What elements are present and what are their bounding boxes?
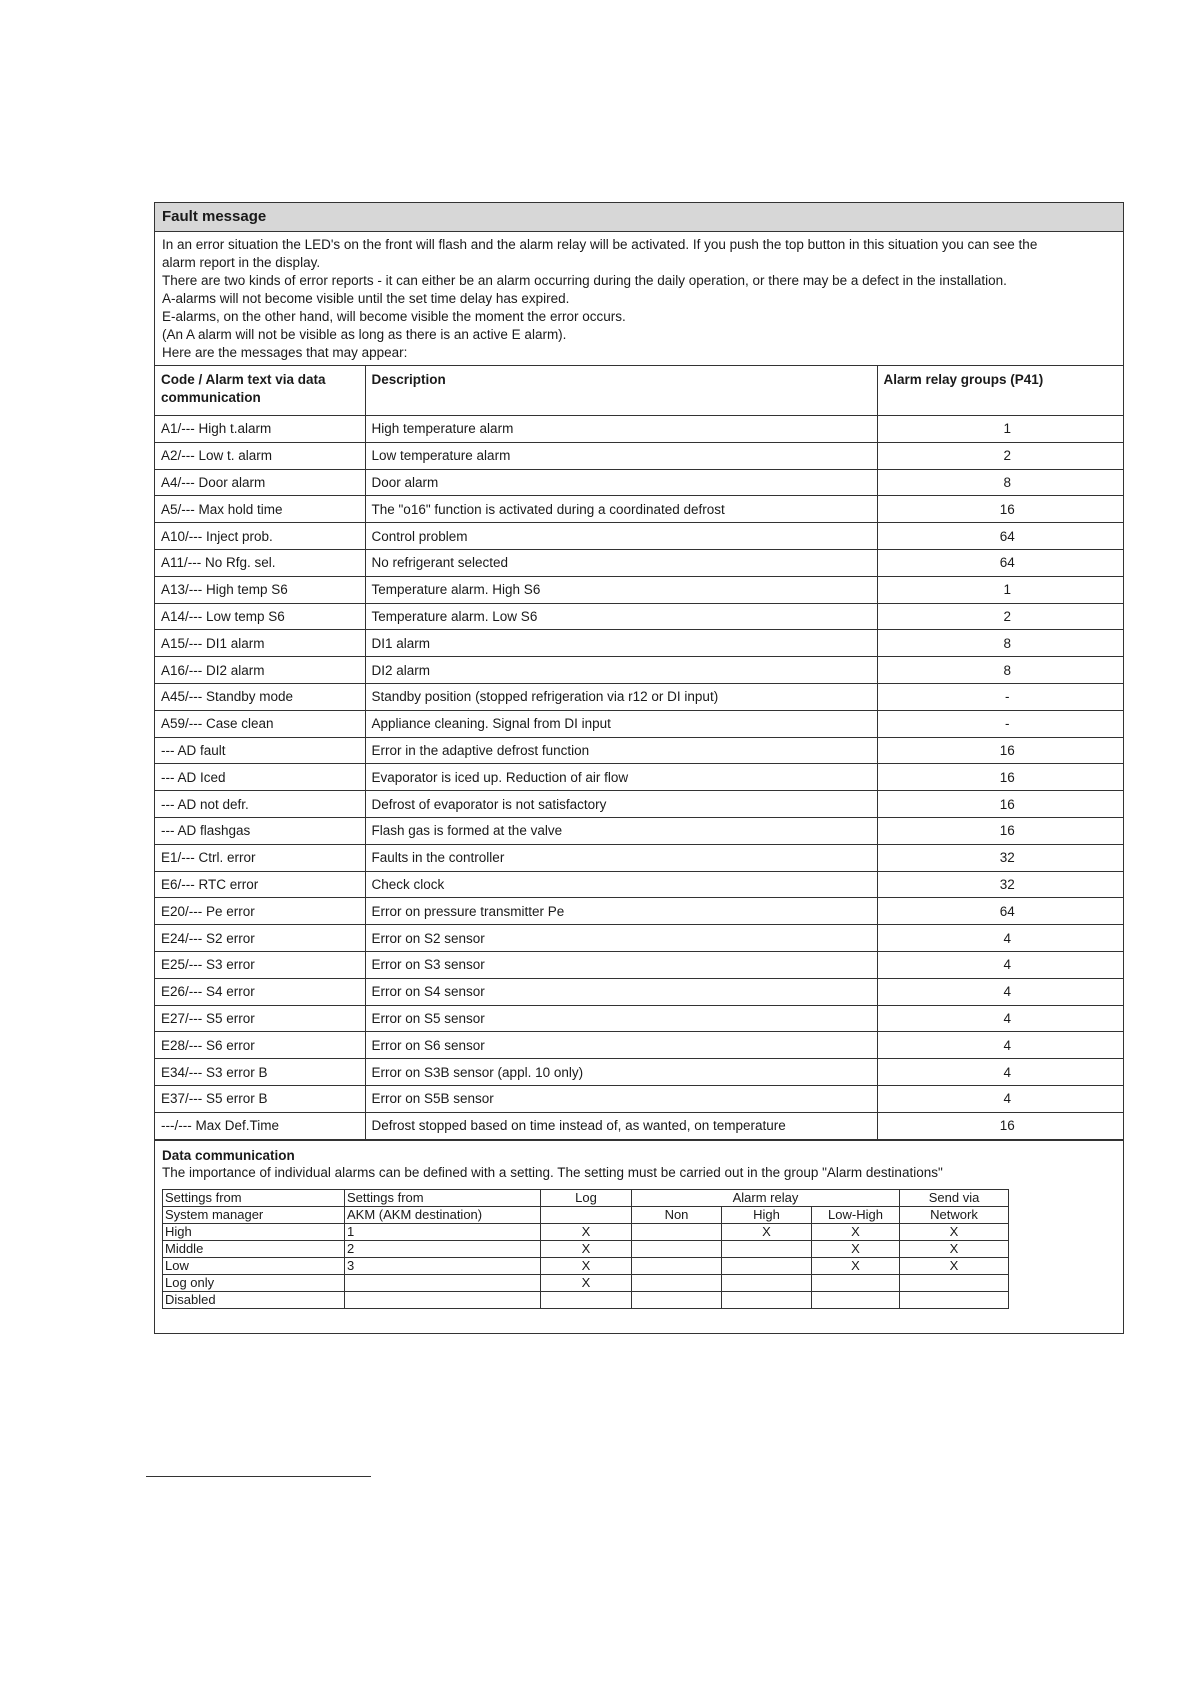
table-row: [155, 576, 1123, 603]
table-row: [155, 978, 1123, 1005]
table-row: [155, 1112, 1123, 1139]
dest-akm-setting: 3: [345, 1257, 541, 1274]
alarm-group: 16: [877, 1112, 1123, 1139]
alarm-description: Temperature alarm. Low S6: [365, 603, 877, 630]
alarm-description: DI2 alarm: [365, 657, 877, 684]
intro-line: Here are the messages that may appear:: [162, 345, 408, 360]
dest-header-row: [163, 1189, 1009, 1206]
header-send-2: Network: [900, 1206, 1009, 1223]
alarm-code: E28/--- S6 error: [155, 1032, 365, 1059]
alarm-description: Temperature alarm. High S6: [365, 576, 877, 603]
dest-low-high: [812, 1274, 900, 1291]
alarm-code: A5/--- Max hold time: [155, 496, 365, 523]
alarm-group: 32: [877, 871, 1123, 898]
alarm-group: 64: [877, 898, 1123, 925]
footnote-separator: [146, 1476, 371, 1477]
alarm-code: --- AD fault: [155, 737, 365, 764]
alarm-description: Error in the adaptive defrost function: [365, 737, 877, 764]
alarm-code: A14/--- Low temp S6: [155, 603, 365, 630]
alarm-code: E27/--- S5 error: [155, 1005, 365, 1032]
dest-low-high: [812, 1291, 900, 1308]
table-row: [155, 791, 1123, 818]
alarm-group: 1: [877, 416, 1123, 443]
dest-log: [541, 1291, 632, 1308]
alarm-group: 64: [877, 523, 1123, 550]
dest-akm-setting: 1: [345, 1223, 541, 1240]
data-communication-title: Data communication: [162, 1147, 295, 1163]
table-row: [155, 1059, 1123, 1086]
data-communication-text: The importance of individual alarms can be defined with a setting. The setting must be carried out in the group "Alarm destinations": [162, 1164, 943, 1180]
alarm-description: Error on S5 sensor: [365, 1005, 877, 1032]
table-row: [155, 603, 1123, 630]
alarm-destination-table: [162, 1189, 1009, 1309]
table-row: [155, 442, 1123, 469]
alarm-group: 1: [877, 576, 1123, 603]
dest-non: [632, 1274, 722, 1291]
alarm-group: -: [877, 710, 1123, 737]
table-row: [155, 657, 1123, 684]
alarm-group: 2: [877, 603, 1123, 630]
fault-message-box: [154, 202, 1124, 1334]
alarm-group: 4: [877, 978, 1123, 1005]
alarm-group: 4: [877, 1032, 1123, 1059]
dest-akm-setting: 2: [345, 1240, 541, 1257]
alarm-code: E24/--- S2 error: [155, 925, 365, 952]
alarm-code: A45/--- Standby mode: [155, 683, 365, 710]
dest-low-high: X: [812, 1240, 900, 1257]
dest-row: [163, 1240, 1009, 1257]
dest-high: X: [722, 1223, 812, 1240]
intro-line: In an error situation the LED's on the front will flash and the alarm relay will be activated. If you push the top button in this situation you can see the: [162, 237, 1038, 252]
dest-log: X: [541, 1240, 632, 1257]
alarm-description: Defrost of evaporator is not satisfactory: [365, 791, 877, 818]
alarm-description: Error on S2 sensor: [365, 925, 877, 952]
header-log: Log: [541, 1189, 632, 1206]
dest-header-row: [163, 1206, 1009, 1223]
dest-akm-setting: [345, 1291, 541, 1308]
alarm-code: A1/--- High t.alarm: [155, 416, 365, 443]
alarm-description: Low temperature alarm: [365, 442, 877, 469]
intro-line: A-alarms will not become visible until the set time delay has expired.: [162, 291, 570, 306]
header-settings-sm: Settings from: [163, 1189, 345, 1206]
dest-non: [632, 1257, 722, 1274]
alarm-description: Error on S4 sensor: [365, 978, 877, 1005]
alarm-table-header: [155, 366, 1123, 416]
header-non: Non: [632, 1206, 722, 1223]
alarm-description: Faults in the controller: [365, 844, 877, 871]
alarm-group: 8: [877, 630, 1123, 657]
header-low-high: Low-High: [812, 1206, 900, 1223]
intro-line: There are two kinds of error reports - it can either be an alarm occurring during the daily operation, or there may be a defect in the installation.: [162, 273, 1007, 288]
table-row: [155, 523, 1123, 550]
alarm-group: 16: [877, 496, 1123, 523]
table-row: [155, 764, 1123, 791]
intro-line: alarm report in the display.: [162, 255, 321, 270]
data-communication-section: [155, 1140, 1123, 1333]
table-row: [155, 871, 1123, 898]
alarm-description: Error on S6 sensor: [365, 1032, 877, 1059]
table-row: [155, 1032, 1123, 1059]
dest-row: [163, 1274, 1009, 1291]
dest-sm-setting: Disabled: [163, 1291, 345, 1308]
alarm-group: 16: [877, 737, 1123, 764]
alarm-group: 64: [877, 549, 1123, 576]
dest-send: X: [900, 1240, 1009, 1257]
alarm-code: E26/--- S4 error: [155, 978, 365, 1005]
col-header-code: Code / Alarm text via data communication: [155, 366, 365, 416]
dest-sm-setting: Low: [163, 1257, 345, 1274]
intro-line: E-alarms, on the other hand, will become visible the moment the error occurs.: [162, 309, 626, 324]
header-settings-akm: Settings from: [345, 1189, 541, 1206]
header-high: High: [722, 1206, 812, 1223]
alarm-description: Door alarm: [365, 469, 877, 496]
alarm-group: 2: [877, 442, 1123, 469]
alarm-code: E25/--- S3 error: [155, 951, 365, 978]
alarm-description: Flash gas is formed at the valve: [365, 817, 877, 844]
alarm-group: 4: [877, 925, 1123, 952]
dest-row: [163, 1291, 1009, 1308]
table-row: [155, 1005, 1123, 1032]
dest-send: [900, 1291, 1009, 1308]
dest-high: [722, 1274, 812, 1291]
dest-low-high: X: [812, 1257, 900, 1274]
dest-row: [163, 1223, 1009, 1240]
dest-non: [632, 1240, 722, 1257]
alarm-code: E6/--- RTC error: [155, 871, 365, 898]
alarm-code: E34/--- S3 error B: [155, 1059, 365, 1086]
col-header-group: Alarm relay groups (P41): [877, 366, 1123, 416]
header-alarm-relay: Alarm relay: [632, 1189, 900, 1206]
alarm-group: 4: [877, 1059, 1123, 1086]
alarm-group: 8: [877, 469, 1123, 496]
dest-sm-setting: Log only: [163, 1274, 345, 1291]
alarm-code: --- AD not defr.: [155, 791, 365, 818]
table-row: [155, 496, 1123, 523]
dest-send: [900, 1274, 1009, 1291]
alarm-code: A16/--- DI2 alarm: [155, 657, 365, 684]
alarm-group: 16: [877, 817, 1123, 844]
alarm-code: E1/--- Ctrl. error: [155, 844, 365, 871]
alarm-description: Error on S3 sensor: [365, 951, 877, 978]
alarm-group: 4: [877, 1085, 1123, 1112]
alarm-code: A13/--- High temp S6: [155, 576, 365, 603]
dest-high: [722, 1257, 812, 1274]
table-row: [155, 1085, 1123, 1112]
dest-log: X: [541, 1223, 632, 1240]
alarm-description: Error on pressure transmitter Pe: [365, 898, 877, 925]
alarm-code: ---/--- Max Def.Time: [155, 1112, 365, 1139]
section-title: Fault message: [155, 203, 1123, 232]
table-row: [155, 817, 1123, 844]
alarm-description: Standby position (stopped refrigeration via r12 or DI input): [365, 683, 877, 710]
alarm-code: --- AD flashgas: [155, 817, 365, 844]
alarm-description: Error on S3B sensor (appl. 10 only): [365, 1059, 877, 1086]
table-row: [155, 925, 1123, 952]
alarm-code: A59/--- Case clean: [155, 710, 365, 737]
alarm-code: A2/--- Low t. alarm: [155, 442, 365, 469]
alarm-code: E37/--- S5 error B: [155, 1085, 365, 1112]
intro-line: (An A alarm will not be visible as long as there is an active E alarm).: [162, 327, 567, 342]
dest-sm-setting: Middle: [163, 1240, 345, 1257]
header-log-2: [541, 1206, 632, 1223]
dest-non: [632, 1291, 722, 1308]
alarm-description: DI1 alarm: [365, 630, 877, 657]
table-row: [155, 844, 1123, 871]
alarm-description: Appliance cleaning. Signal from DI input: [365, 710, 877, 737]
table-row: [155, 416, 1123, 443]
alarm-group: 32: [877, 844, 1123, 871]
alarm-description: The "o16" function is activated during a coordinated defrost: [365, 496, 877, 523]
table-row: [155, 710, 1123, 737]
alarm-description: Error on S5B sensor: [365, 1085, 877, 1112]
intro-text: [155, 232, 1123, 366]
alarm-description: Defrost stopped based on time instead of, as wanted, on temperature: [365, 1112, 877, 1139]
alarm-group: 8: [877, 657, 1123, 684]
table-row: [155, 951, 1123, 978]
header-send: Send via: [900, 1189, 1009, 1206]
alarm-code: A11/--- No Rfg. sel.: [155, 549, 365, 576]
dest-high: [722, 1240, 812, 1257]
alarm-code: A10/--- Inject prob.: [155, 523, 365, 550]
dest-low-high: X: [812, 1223, 900, 1240]
table-row: [155, 469, 1123, 496]
alarm-group: 16: [877, 764, 1123, 791]
dest-sm-setting: High: [163, 1223, 345, 1240]
alarm-description: Evaporator is iced up. Reduction of air flow: [365, 764, 877, 791]
header-settings-akm-2: AKM (AKM destination): [345, 1206, 541, 1223]
dest-send: X: [900, 1223, 1009, 1240]
alarm-description: Check clock: [365, 871, 877, 898]
table-row: [155, 549, 1123, 576]
alarm-code: --- AD Iced: [155, 764, 365, 791]
table-row: [155, 898, 1123, 925]
alarm-table: [155, 366, 1123, 1140]
alarm-group: 16: [877, 791, 1123, 818]
alarm-code: A15/--- DI1 alarm: [155, 630, 365, 657]
alarm-group: 4: [877, 1005, 1123, 1032]
dest-akm-setting: [345, 1274, 541, 1291]
alarm-code: A4/--- Door alarm: [155, 469, 365, 496]
alarm-description: Control problem: [365, 523, 877, 550]
col-header-description: Description: [365, 366, 877, 416]
table-row: [155, 683, 1123, 710]
dest-non: [632, 1223, 722, 1240]
dest-send: X: [900, 1257, 1009, 1274]
dest-row: [163, 1257, 1009, 1274]
alarm-group: -: [877, 683, 1123, 710]
dest-log: X: [541, 1274, 632, 1291]
alarm-description: High temperature alarm: [365, 416, 877, 443]
alarm-code: E20/--- Pe error: [155, 898, 365, 925]
dest-log: X: [541, 1257, 632, 1274]
table-row: [155, 737, 1123, 764]
alarm-group: 4: [877, 951, 1123, 978]
dest-high: [722, 1291, 812, 1308]
table-row: [155, 630, 1123, 657]
header-settings-sm-2: System manager: [163, 1206, 345, 1223]
alarm-description: No refrigerant selected: [365, 549, 877, 576]
